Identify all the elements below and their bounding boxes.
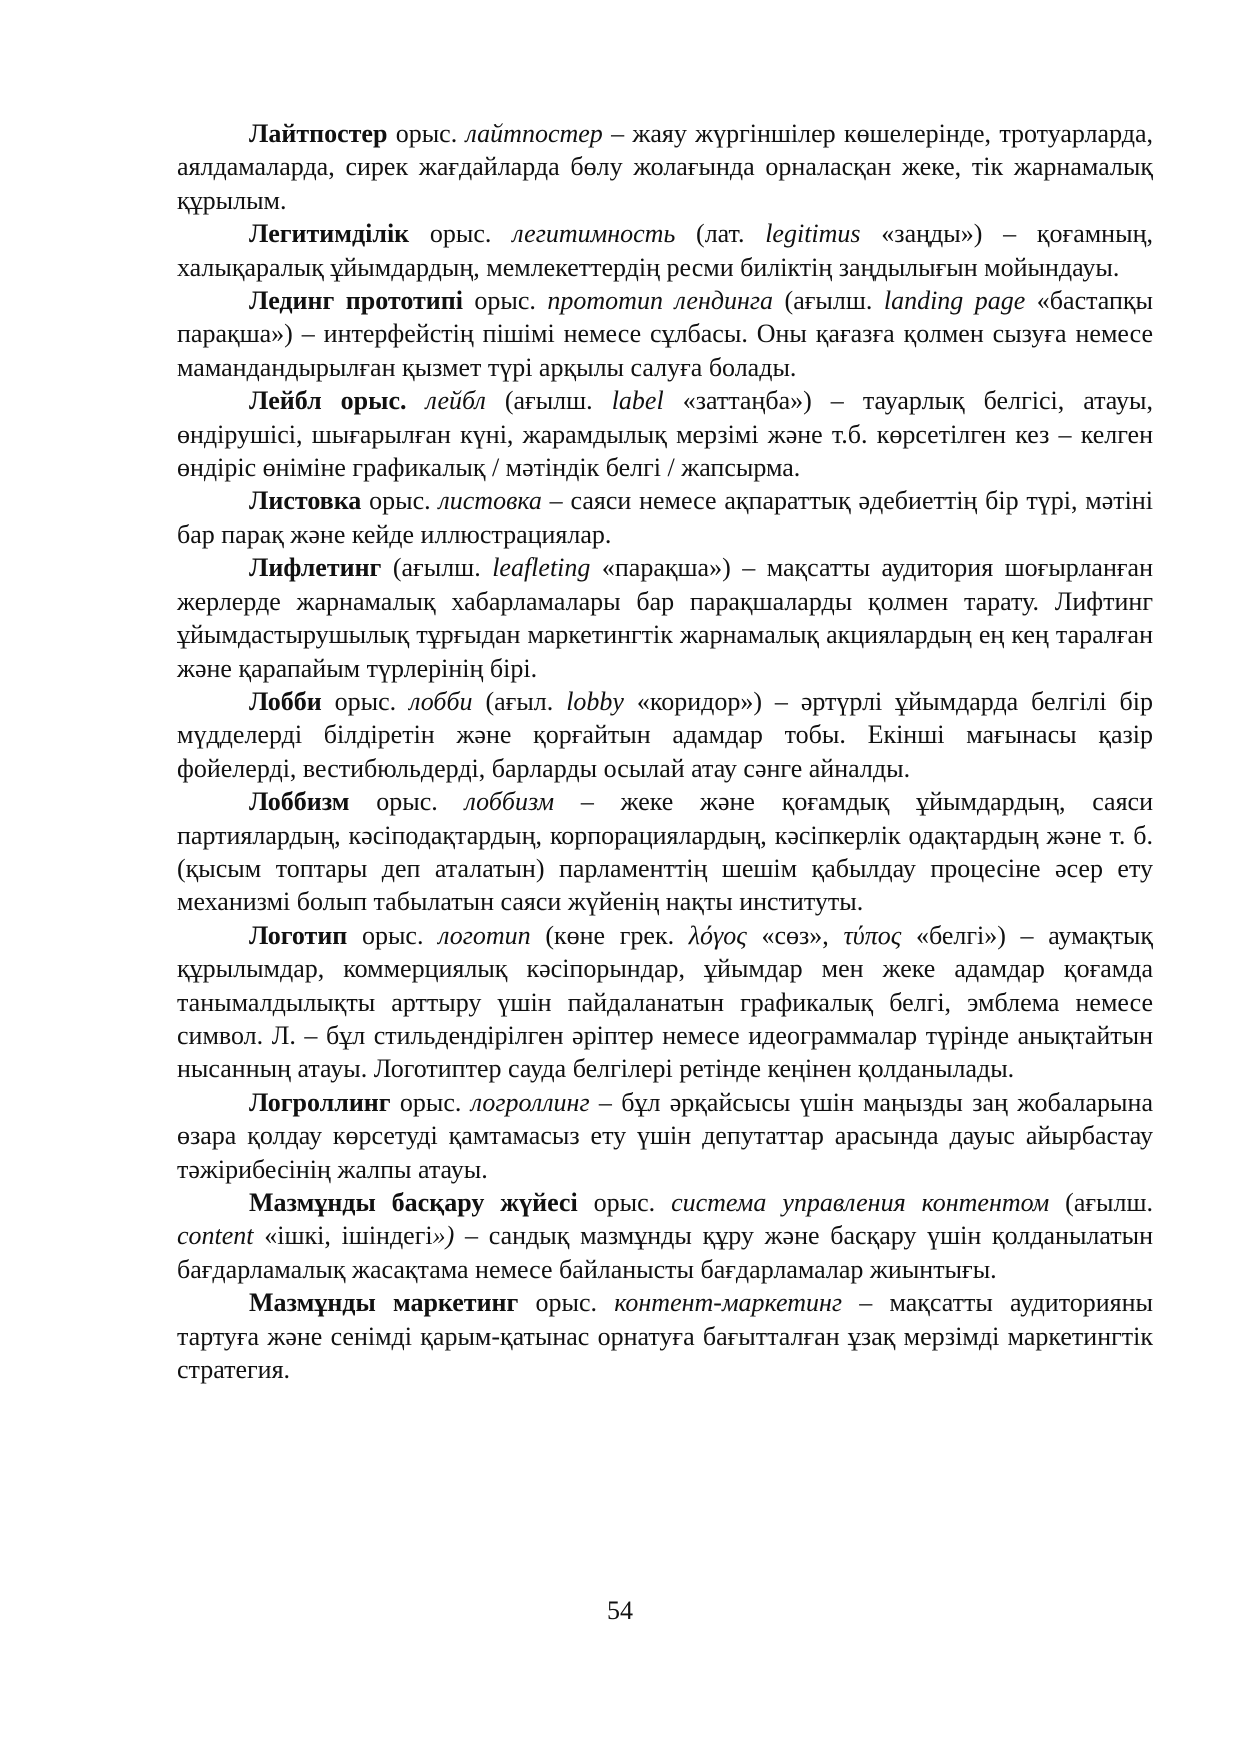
entry-italic: leafleting — [492, 553, 591, 583]
entry-term: Мазмұнды маркетинг — [249, 1288, 519, 1318]
entry-text: «бастапқы парақша») – интерфейстің пішімі немесе сұлбасы. Оны қағазға қолмен сызуға немесе мамандандырылған қызмет түрі арқылы салуға болады. — [177, 286, 1154, 382]
entry-term: Лейбл орыс. — [249, 386, 407, 416]
page-number: 54 — [607, 1596, 633, 1625]
entry-term: Лобби — [249, 686, 322, 716]
entry-text: орыс. — [347, 920, 439, 950]
entry-italic: landing page — [883, 286, 1026, 316]
entry-italic: label — [611, 386, 664, 416]
entry-text: орыс. — [321, 686, 410, 716]
entry-text: орыс. — [349, 787, 465, 817]
entry-italic: ») – — [432, 1221, 478, 1251]
entry-text: (лат. — [675, 219, 766, 249]
glossary-entry-legitimacy — [177, 217, 1153, 284]
entry-text: «заттаңба») – тауарлық белгісі, атауы, өндірушісі, шығарылған күні, жарамдылық мерзімі және т.б. көрсетілген кез – келген өндіріс өніміне графикалық / мәтіндік белгі / жапсырма. — [177, 386, 1153, 483]
entry-italic: логотип — [438, 920, 531, 950]
entry-text: орыс. — [387, 119, 466, 148]
glossary-entry-landing-prototype — [177, 284, 1153, 384]
entry-term: Мазмұнды басқару жүйесі — [249, 1188, 578, 1217]
entry-text: орыс. — [361, 486, 439, 516]
entry-text: жаяу жүргіншілер көшелерінде, тротуарларда, аялдамаларда, сирек жағдайларда бөлу жолағында орналасқан жеке, тік жарнамалық құрылым. — [177, 119, 1153, 215]
glossary-entry-leaflet — [177, 484, 1153, 551]
entry-term: Листовка — [249, 486, 362, 516]
entry-term: Лифлетинг — [249, 553, 382, 583]
entry-text: саяси немесе ақпараттық әдебиеттің бір түрі, мәтіні бар парақ және кейде иллюстрациялар. — [177, 486, 1153, 549]
glossary-body — [177, 117, 1153, 1386]
entry-term: Лоббизм — [249, 787, 350, 817]
entry-italic: лайтпостер – — [465, 119, 625, 148]
entry-italic: система управления контентом — [671, 1188, 1050, 1217]
entry-text: (көне грек. — [530, 920, 689, 950]
entry-italic: логроллинг – — [470, 1087, 612, 1117]
entry-italic: content — [177, 1221, 254, 1251]
entry-text: «ішкі, ішіндегі — [253, 1221, 433, 1251]
entry-italic: лобби — [409, 686, 473, 716]
glossary-entry-content-marketing — [177, 1286, 1153, 1386]
entry-italic: легитимность — [512, 219, 676, 249]
entry-text: «сөз», — [746, 920, 844, 950]
glossary-entry-logrolling — [177, 1086, 1153, 1186]
entry-text: орыс. — [390, 1087, 471, 1117]
entry-italic: листовка – — [438, 486, 563, 516]
glossary-entry-lobbyism — [177, 785, 1153, 919]
entry-term: Логотип — [249, 920, 348, 950]
entry-text: (ағыл. — [472, 686, 567, 716]
glossary-entry-lightposter — [177, 117, 1153, 217]
entry-text: орыс. — [462, 286, 548, 316]
entry-text: (ағылш. — [1049, 1188, 1153, 1217]
entry-text: (ағылш. — [773, 286, 884, 316]
entry-italic: лоббизм – — [464, 787, 594, 817]
entry-term: Лединг прототипі — [249, 286, 463, 316]
entry-italic: lobby — [566, 686, 624, 716]
entry-italic: λόγος — [688, 920, 747, 950]
entry-italic: контент-маркетинг — [614, 1288, 843, 1318]
entry-text: сандық мазмұнды құру және басқару үшін қолданылатын бағдарламалық жасақтама немесе байланысты бағдарламалар жиынтығы. — [177, 1221, 1153, 1284]
entry-text: «белгі») – аумақтық құрылымдар, коммерциялық кәсіпорындар, ұйымдар мен жеке адамдар қоғамда танымалдылықты арттыру үшін пайдаланатын графикалық белгі, эмблема немесе символ. Л. – бұл стильдендірілген әріптер немесе идеограммалар түрінде анықтайтын нысанның атауы. Логотиптер сауда белгілері ретінде кеңінен қолданылады. — [177, 920, 1153, 1084]
entry-italic: лейбл — [425, 386, 486, 416]
entry-text: «парақша») – мақсатты аудитория шоғырланған жерлерде жарнамалық хабарламалары бар парақшаларды қолмен тарату. Лифтинг ұйымдастырушылық тұрғыдан маркетингтік жарнамалық акциялардың ең кең таралған және қарапайым түрлерінің бірі. — [177, 553, 1154, 683]
glossary-entry-lobby — [177, 685, 1153, 785]
entry-term: Легитимділік — [249, 219, 410, 249]
entry-text: орыс. — [409, 219, 513, 249]
glossary-entry-label — [177, 384, 1153, 484]
entry-text: (ағылш. — [485, 386, 612, 416]
entry-text — [406, 386, 425, 415]
entry-text: орыс. — [518, 1288, 615, 1318]
entry-text: бұл әрқайсысы үшін маңызды заң жобаларына өзара қолдау көрсетуді қамтамасыз ету үшін депутаттар арасында дауыс айырбастау тәжірибесінің жалпы атауы. — [177, 1087, 1153, 1184]
entry-italic: прототип лендинга — [547, 286, 774, 316]
entry-italic: τύπος — [843, 920, 902, 950]
entry-italic: legitimus — [765, 219, 861, 249]
glossary-entry-leafleting — [177, 551, 1153, 685]
glossary-entry-content-management-system — [177, 1186, 1153, 1286]
entry-term: Лайтпостер — [249, 119, 388, 148]
entry-text: жеке және қоғамдық ұйымдардың, саяси партиялардың, кәсіподақтардың, корпорациялардың, кәсіпкерлік одақтардың және т. б. (қысым топтары деп аталатын) парламенттің шешім қабылдау процесіне әсер ету механизмі болып табылатын саяси жүйенің нақты институты. — [177, 787, 1154, 917]
entry-text: «коридор») – әртүрлі ұйымдарда белгілі бір мүдделерді білдіретін және қорғайтын адамдар тобы. Екінші мағынасы қазір фойелерді, вестибюльдерді, барларды осылай атау сәнге айналды. — [177, 686, 1153, 783]
entry-text: (ағылш. — [381, 553, 493, 583]
glossary-entry-logo — [177, 919, 1153, 1086]
entry-text: «заңды») – қоғамның, халықаралық ұйымдардың, мемлекеттердің ресми биліктің заңдылығын мойындауы. — [177, 219, 1153, 282]
entry-term: Логроллинг — [249, 1087, 391, 1117]
entry-text: – мақсатты аудиторияны тартуға және сенімді қарым-қатынас орнатуға бағытталған ұзақ мерзімді маркетингтік стратегия. — [177, 1288, 1153, 1385]
entry-text: орыс. — [577, 1188, 672, 1217]
